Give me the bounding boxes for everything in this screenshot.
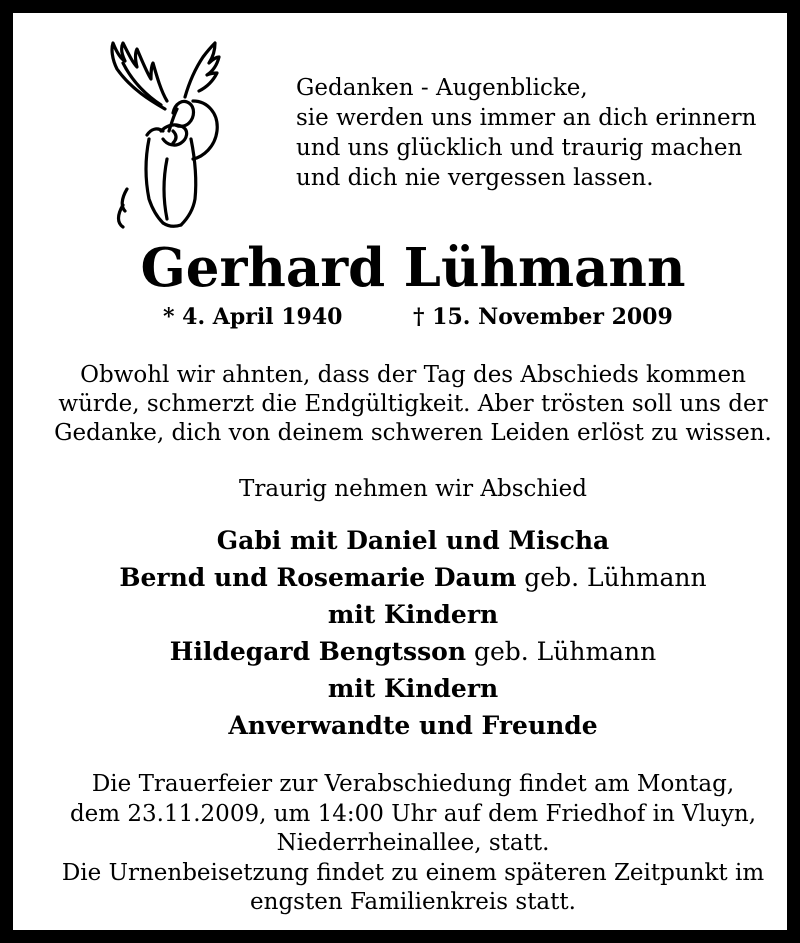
- service-line: Die Trauerfeier zur Verabschiedung findet am Montag,: [91, 771, 735, 797]
- quote-text: [13, 361, 800, 448]
- maiden-name: geb. Lühmann: [466, 637, 657, 666]
- service-line: engsten Familienkreis statt.: [250, 889, 576, 915]
- family-line: Anverwandte und Freunde: [228, 711, 598, 740]
- family-line: Gabi mit Daniel und Mischa: [216, 526, 610, 555]
- poem-line: und uns glücklich und traurig machen: [296, 135, 743, 161]
- quote-line: Gedanke, dich von deinem schweren Leiden erlöst zu wissen.: [54, 420, 772, 446]
- family-line: mit Kindern: [327, 674, 499, 703]
- family-list: [13, 522, 800, 744]
- service-info: [13, 770, 800, 918]
- service-line: Die Urnenbeisetzung findet zu einem späteren Zeitpunkt im: [61, 859, 765, 886]
- family-name: Hildegard Bengtsson: [169, 637, 466, 666]
- angel-icon: [103, 39, 231, 229]
- mourning-intro: Traurig nehmen wir Abschied: [239, 476, 587, 502]
- family-name: Bernd und Rosemarie Daum: [119, 563, 517, 592]
- birth-date: * 4. April 1940: [163, 304, 343, 330]
- maiden-name: geb. Lühmann: [516, 563, 707, 592]
- death-date: † 15. November 2009: [413, 304, 673, 330]
- poem-line: Gedanken - Augenblicke,: [296, 75, 588, 101]
- family-line: mit Kindern: [327, 600, 499, 629]
- poem: [296, 73, 756, 193]
- quote-line: Obwohl wir ahnten, dass der Tag des Abschieds kommen: [80, 362, 746, 388]
- service-line: dem 23.11.2009, um 14:00 Uhr auf dem Friedhof in Vluyn,: [69, 800, 757, 827]
- poem-line: sie werden uns immer an dich erinnern: [296, 105, 757, 131]
- quote-line: würde, schmerzt die Endgültigkeit. Aber trösten soll uns der: [58, 391, 768, 417]
- poem-line: und dich nie vergessen lassen.: [296, 165, 654, 191]
- service-line: Niederrheinallee, statt.: [276, 830, 550, 856]
- deceased-name: Gerhard Lühmann: [140, 237, 686, 299]
